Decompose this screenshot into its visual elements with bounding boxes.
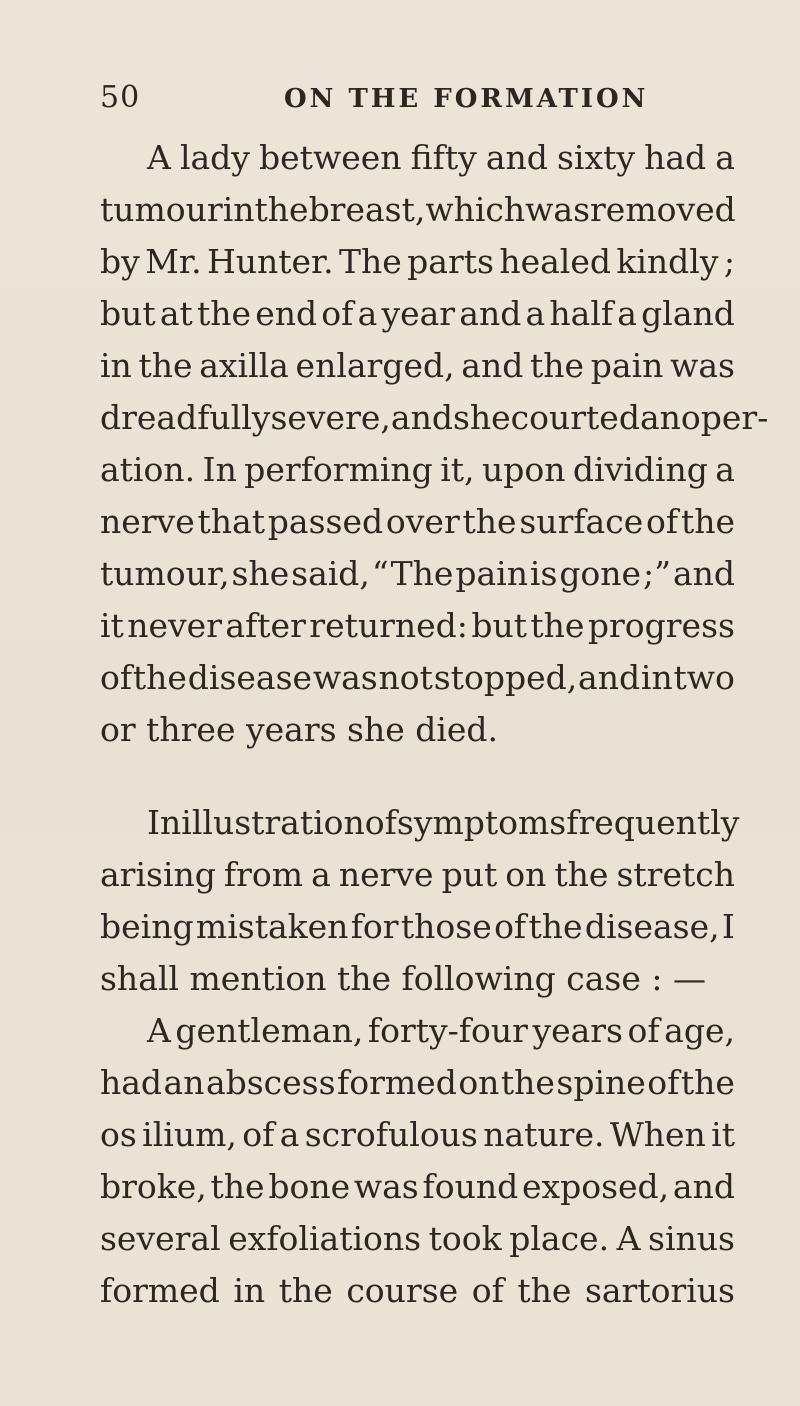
word: breast, <box>308 190 426 229</box>
word: gland <box>641 294 735 333</box>
word: a <box>715 450 735 489</box>
word: over <box>385 502 460 541</box>
text-line <box>100 1214 735 1264</box>
text-line <box>100 393 769 443</box>
word: between <box>259 138 402 177</box>
text-line <box>100 1266 735 1316</box>
word: formed <box>100 1271 220 1310</box>
word: Mr. <box>145 242 202 281</box>
word: upon <box>481 450 566 489</box>
text-line <box>100 445 735 495</box>
word: and <box>672 554 735 593</box>
word: When <box>609 1115 706 1154</box>
word: which <box>425 190 526 229</box>
text-line <box>100 850 735 900</box>
word: fifty <box>410 138 477 177</box>
word: found <box>422 1167 519 1206</box>
word: abscess <box>205 1063 336 1102</box>
word: a <box>279 1115 300 1154</box>
word: nerve <box>100 502 195 541</box>
word: in <box>100 346 132 385</box>
word: mistaken <box>195 907 349 946</box>
word: that <box>197 502 265 541</box>
word: healed <box>499 242 611 281</box>
word: half <box>549 294 614 333</box>
word: in <box>640 658 673 697</box>
text-line <box>147 1006 735 1056</box>
word: illustration <box>181 803 365 842</box>
word: tumour <box>100 190 223 229</box>
word: the <box>210 1167 265 1206</box>
word: tumour, <box>100 554 230 593</box>
word: gone <box>559 554 642 593</box>
word: it <box>100 606 124 645</box>
word: of <box>494 907 527 946</box>
word: nature. <box>483 1115 605 1154</box>
page-number: 50 <box>100 80 141 115</box>
word: the <box>132 658 187 697</box>
word: the <box>138 346 193 385</box>
word: the <box>196 294 251 333</box>
word: year <box>381 294 456 333</box>
word: in <box>222 190 255 229</box>
word: by <box>100 242 140 281</box>
word: and <box>390 398 453 437</box>
word: I <box>721 907 735 946</box>
word: had <box>100 1063 163 1102</box>
word: the <box>517 1271 572 1310</box>
word: put <box>441 855 498 894</box>
word: several <box>100 1219 221 1258</box>
text-line: shall mention the following case : — <box>100 959 706 998</box>
word: was <box>525 190 591 229</box>
word: parts <box>407 242 494 281</box>
word: passed <box>267 502 384 541</box>
running-head <box>100 78 740 118</box>
word: and <box>461 346 524 385</box>
word: a <box>715 138 735 177</box>
text-line <box>100 1162 735 1212</box>
word: in <box>233 1271 266 1310</box>
text-line <box>100 653 735 703</box>
word: ation. <box>100 450 196 489</box>
word: was <box>353 1167 419 1206</box>
word: oper- <box>680 398 769 437</box>
word: age, <box>664 1011 735 1050</box>
word: the <box>528 907 583 946</box>
word: disease <box>187 658 313 697</box>
text-line <box>100 497 735 547</box>
word: enlarged, <box>295 346 455 385</box>
word: of <box>647 1063 680 1102</box>
word: axilla <box>199 346 289 385</box>
word: on <box>458 1063 500 1102</box>
word: The <box>339 242 402 281</box>
word: exfoliations <box>228 1219 422 1258</box>
word: a <box>311 855 331 894</box>
word: after <box>225 606 306 645</box>
word: from <box>223 855 304 894</box>
word: sartorius <box>584 1271 735 1310</box>
word: frequently <box>566 803 740 842</box>
word: place. <box>509 1219 610 1258</box>
word: she <box>452 398 511 437</box>
text-line <box>100 341 735 391</box>
word: scrofulous <box>304 1115 478 1154</box>
word: it <box>711 1115 735 1154</box>
word: but <box>471 606 527 645</box>
word: returned: <box>309 606 468 645</box>
word: nerve <box>338 855 434 894</box>
word: it, <box>440 450 475 489</box>
word: and <box>672 1167 735 1206</box>
word: stretch <box>616 855 735 894</box>
text-line <box>100 289 735 339</box>
text-line <box>100 185 735 235</box>
word: was <box>670 346 735 385</box>
word: dreadfully <box>100 398 271 437</box>
word: exposed, <box>521 1167 670 1206</box>
word: disease, <box>584 907 720 946</box>
word: pain <box>590 346 664 385</box>
word: of <box>471 1271 504 1310</box>
word: of <box>242 1115 275 1154</box>
word: the <box>530 606 585 645</box>
word: sixty <box>557 138 636 177</box>
word: two <box>673 658 735 697</box>
word: severe, <box>270 398 391 437</box>
word: spine <box>556 1063 646 1102</box>
word: removed <box>590 190 736 229</box>
text-line <box>100 549 735 599</box>
word: a <box>357 294 378 333</box>
text-line <box>100 601 735 651</box>
word: a <box>525 294 546 333</box>
word: of <box>364 803 397 842</box>
word: the <box>680 1063 735 1102</box>
word: A <box>147 138 171 177</box>
word: formed <box>337 1063 457 1102</box>
text-line <box>147 133 735 183</box>
word: lady <box>179 138 250 177</box>
word: a <box>617 294 637 333</box>
word: bone <box>268 1167 351 1206</box>
word: not <box>378 658 433 697</box>
word: is <box>529 554 558 593</box>
word: years <box>532 1011 623 1050</box>
word: and <box>485 138 548 177</box>
word: The <box>390 554 454 593</box>
word: A <box>616 1219 641 1258</box>
word: the <box>278 1271 333 1310</box>
word: the <box>530 346 585 385</box>
word: the <box>554 855 609 894</box>
word: an <box>639 398 681 437</box>
word: took <box>428 1219 502 1258</box>
word: the <box>462 502 517 541</box>
word: forty-four <box>367 1011 528 1050</box>
word: pain <box>455 554 528 593</box>
word: ;” <box>643 554 672 593</box>
word: the <box>680 502 735 541</box>
running-title: ON THE FORMATION <box>284 84 649 114</box>
word: In <box>147 803 182 842</box>
word: end <box>255 294 318 333</box>
word: ; <box>723 242 735 281</box>
word: never <box>127 606 222 645</box>
word: and <box>459 294 522 333</box>
word: had <box>644 138 707 177</box>
word: of <box>646 502 679 541</box>
word: being <box>100 907 194 946</box>
word: was <box>312 658 378 697</box>
word: courted <box>510 398 640 437</box>
word: performing <box>244 450 433 489</box>
word: stopped, <box>433 658 578 697</box>
word: gentleman, <box>175 1011 364 1050</box>
word: progress <box>587 606 735 645</box>
text-line <box>100 902 735 952</box>
word: on <box>505 855 547 894</box>
word: broke, <box>100 1167 207 1206</box>
word: the <box>254 190 309 229</box>
word: at <box>159 294 193 333</box>
text-line: or three years she died. <box>100 710 499 749</box>
word: Hunter. <box>206 242 334 281</box>
word: the <box>500 1063 555 1102</box>
word: kindly <box>616 242 719 281</box>
word: sinus <box>648 1219 735 1258</box>
word: and <box>578 658 641 697</box>
text-line <box>147 798 740 848</box>
word: said, <box>291 554 370 593</box>
word: “ <box>371 554 389 593</box>
word: but <box>100 294 156 333</box>
word: In <box>202 450 237 489</box>
word: arising <box>100 855 216 894</box>
word: ilium, <box>142 1115 237 1154</box>
word: dividing <box>572 450 708 489</box>
word: os <box>100 1115 137 1154</box>
text-line <box>100 237 735 287</box>
word: symptoms <box>396 803 567 842</box>
text-line <box>100 1058 735 1108</box>
word: those <box>400 907 492 946</box>
word: she <box>231 554 290 593</box>
word: surface <box>519 502 644 541</box>
word: of <box>100 658 133 697</box>
text-line <box>100 1110 735 1160</box>
word: A <box>147 1011 171 1050</box>
word: for <box>350 907 399 946</box>
word: of <box>321 294 354 333</box>
word: course <box>346 1271 459 1310</box>
word: an <box>163 1063 205 1102</box>
word: of <box>627 1011 660 1050</box>
